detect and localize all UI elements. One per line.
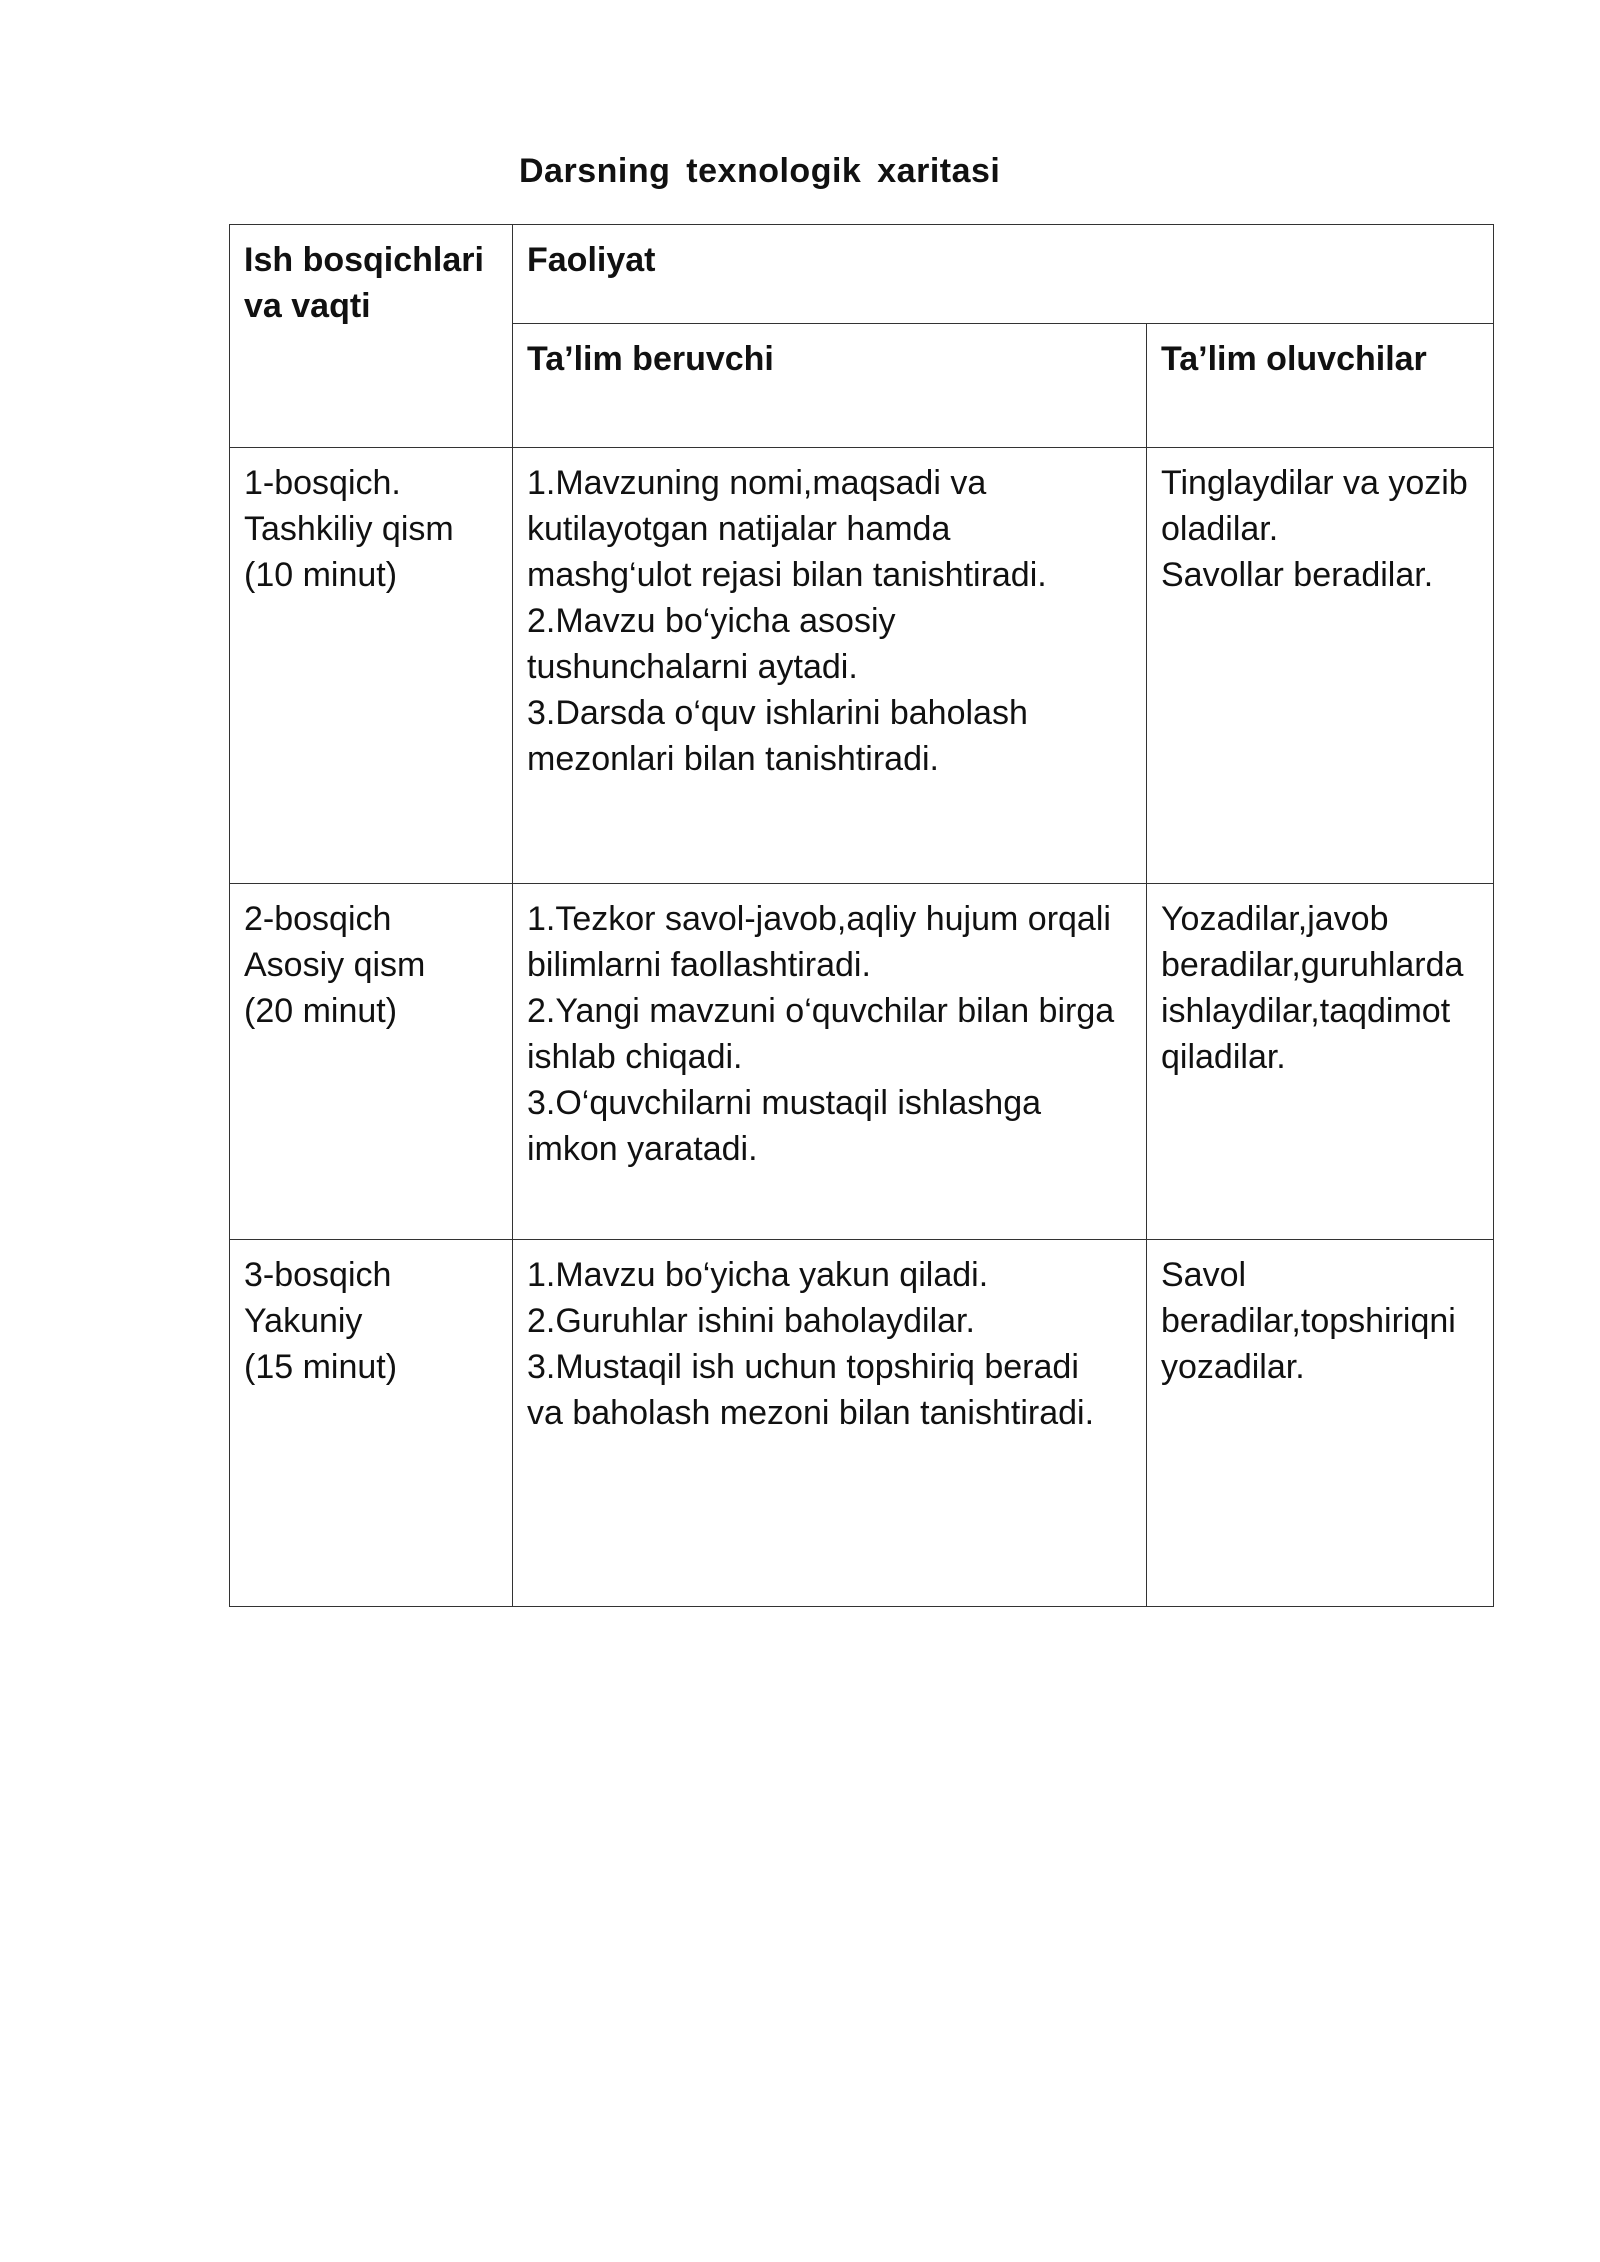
students-line: beradilar,topshiriqni (1161, 1302, 1456, 1340)
teacher-activity-cell (513, 884, 1147, 1240)
document-title: Darsning texnologik xaritasi (519, 152, 1001, 190)
students-line: qiladilar. (1161, 1038, 1286, 1076)
table-row (230, 884, 1494, 1240)
teacher-line: kutilayotgan natijalar hamda (527, 510, 951, 548)
stage-line: 3-bosqich (244, 1256, 392, 1294)
stage-cell (230, 884, 513, 1240)
students-line: Tinglaydilar va yozib (1161, 464, 1468, 502)
students-line: beradilar,guruhlarda (1161, 946, 1464, 984)
teacher-line: 3.Mustaqil ish uchun topshiriq beradi (527, 1348, 1079, 1386)
stage-line: Asosiy qism (244, 946, 426, 984)
stage-cell (230, 1240, 513, 1607)
students-line: ishlaydilar,taqdimot (1161, 992, 1451, 1030)
teacher-line: mashg‘ulot rejasi bilan tanishtiradi. (527, 556, 1047, 594)
students-line: Savollar beradilar. (1161, 556, 1434, 594)
students-line: Savol (1161, 1256, 1247, 1294)
technology-map-table (229, 224, 1494, 1607)
teacher-line: imkon yaratadi. (527, 1130, 758, 1168)
teacher-line: bilimlarni faollashtiradi. (527, 946, 871, 984)
teacher-line: va baholash mezoni bilan tanishtiradi. (527, 1394, 1095, 1432)
teacher-line: 3.Darsda o‘quv ishlarini baholash (527, 694, 1028, 732)
stage-line: 1-bosqich. (244, 464, 401, 502)
students-activity-cell (1147, 448, 1494, 884)
header-stage-line-1: Ish bosqichlari (244, 241, 484, 279)
header-teacher: Ta’lim beruvchi (513, 324, 1147, 448)
teacher-line: 2.Mavzu bo‘yicha asosiy (527, 602, 896, 640)
teacher-line: ishlab chiqadi. (527, 1038, 743, 1076)
stage-line: (10 minut) (244, 556, 398, 594)
stage-line: (15 minut) (244, 1348, 398, 1386)
teacher-line: 2.Yangi mavzuni o‘quvchilar bilan birga (527, 992, 1115, 1030)
students-line: yozadilar. (1161, 1348, 1305, 1386)
header-students: Ta’lim oluvchilar (1147, 324, 1494, 448)
students-line: Yozadilar,javob (1161, 900, 1389, 938)
teacher-line: 1.Tezkor savol-javob,aqliy hujum orqali (527, 900, 1111, 938)
header-stage-line-2: va vaqti (244, 287, 371, 325)
table-header-row-1 (230, 225, 1494, 324)
students-line: oladilar. (1161, 510, 1279, 548)
header-activity: Faoliyat (513, 225, 1494, 324)
teacher-line: tushunchalarni aytadi. (527, 648, 858, 686)
teacher-line: mezonlari bilan tanishtiradi. (527, 740, 939, 778)
teacher-line: 2.Guruhlar ishini baholaydilar. (527, 1302, 975, 1340)
teacher-activity-cell (513, 1240, 1147, 1607)
stage-line: Tashkiliy qism (244, 510, 454, 548)
stage-line: Yakuniy (244, 1302, 363, 1340)
table-row (230, 1240, 1494, 1607)
stage-line: (20 minut) (244, 992, 398, 1030)
stage-cell (230, 448, 513, 884)
teacher-line: 3.O‘quvchilarni mustaqil ishlashga (527, 1084, 1042, 1122)
teacher-activity-cell (513, 448, 1147, 884)
teacher-line: 1.Mavzu bo‘yicha yakun qiladi. (527, 1256, 989, 1294)
table-row (230, 448, 1494, 884)
students-activity-cell (1147, 1240, 1494, 1607)
students-activity-cell (1147, 884, 1494, 1240)
teacher-line: 1.Mavzuning nomi,maqsadi va (527, 464, 987, 502)
stage-line: 2-bosqich (244, 900, 392, 938)
header-stage-time (230, 225, 513, 448)
